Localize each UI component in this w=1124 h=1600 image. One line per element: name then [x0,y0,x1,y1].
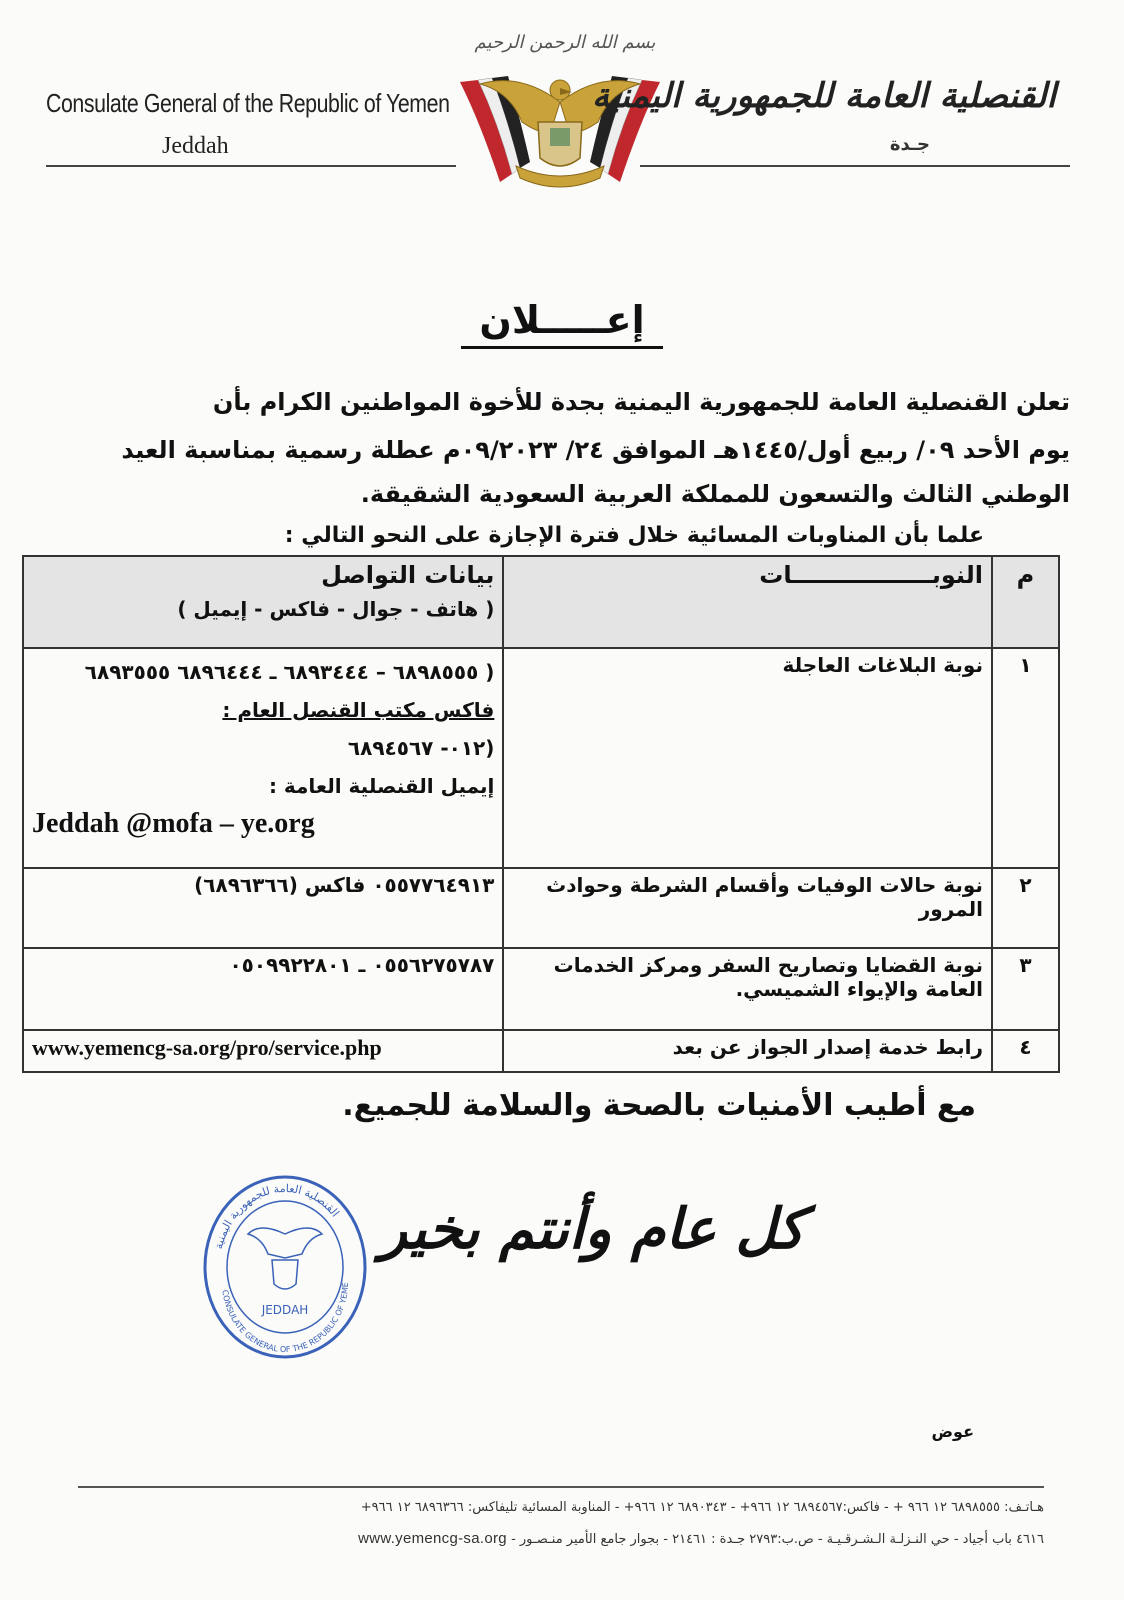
row-duty: نوبة البلاغات العاجلة [503,648,992,868]
letterhead-arabic-name: القنصلية العامة للجمهورية اليمنية [591,76,1056,116]
footer-address: ٤٦١٦ باب أجياد - حي النـزلـة الـشـرقـيـة - ص.ب:٢٧٩٣ جـدة : ٢١٤٦١ - بجوار جامع الأمير منـصـور - [511,1532,1044,1547]
announcement-line-4: علما بأن المناوبات المسائية خلال فترة الإجازة على النحو التالي : [284,523,984,548]
table-row [23,948,1059,1030]
svg-text:CONSULATE GENERAL OF THE REPUB: CONSULATE GENERAL OF THE REPUBLIC OF YEME [220,1282,351,1355]
service-link[interactable]: www.yemencg-sa.org/pro/service.php [23,1030,503,1072]
row-contact [23,648,503,868]
signature-note: عوض [931,1422,974,1441]
footer-website-link[interactable]: www.yemencg-sa.org [358,1530,507,1547]
letterhead-rule-right [640,165,1070,167]
row-contact: ٠٥٥٧٧٦٤٩١٣ فاكس (٦٨٩٦٣٦٦) [23,868,503,948]
table-row [23,868,1059,948]
row-duty: نوبة حالات الوفيات وأقسام الشرطة وحوادث المرور [503,868,992,948]
svg-text:JEDDAH: JEDDAH [261,1303,309,1317]
row-num: ١ [992,648,1059,868]
closing-wishes: مع أطيب الأمنيات بالصحة والسلامة للجميع. [342,1088,976,1123]
header-duties: النوبـــــــــــــــــات [503,556,992,648]
row-duty: رابط خدمة إصدار الجواز عن بعد [503,1030,992,1072]
announcement-line-3: الوطني الثالث والتسعون للمملكة العربية السعودية الشقيقة. [360,480,1070,508]
letterhead-english-name: Consulate General of the Republic of Yemen [46,88,450,118]
footer-rule [78,1486,1044,1488]
row-duty: نوبة القضايا وتصاريح السفر ومركز الخدمات العامة والإيواء الشميسي. [503,948,992,1030]
basmala-calligraphy: بسم الله الرحمن الرحيم [474,32,656,53]
letterhead-english-city: Jeddah [162,133,229,159]
duty-table [22,555,1060,1073]
footer-contact-line: هـاتـف: ٦٨٩٨٥٥٥ ١٢ ٩٦٦ + - فاكس:٦٨٩٤٥٦٧ ١٢ ٩٦٦+ - ٦٨٩٠٣٤٣ ١٢ ٩٦٦+ - المناوبة المسائية تليفاكس: ٦٨٩٦٣٦٦ ١٢ ٩٦٦+ [360,1500,1044,1515]
table-header-row [23,556,1059,648]
table-row [23,648,1059,868]
email-label: إيميل القنصلية العامة : [268,774,495,798]
consulate-seal-stamp [200,1172,370,1362]
fax-number: (٠١٢- ٦٨٩٤٥٦٧ [347,736,495,760]
fax-label: فاكس مكتب القنصل العام : [222,698,495,722]
phone-numbers: ( ٦٨٩٨٥٥٥ – ٦٨٩٣٤٤٤ ـ ٦٨٩٦٤٤٤ ٦٨٩٣٥٥٥ [84,660,495,684]
announcement-title: إعـــــلان [0,298,1124,349]
row-num: ٤ [992,1030,1059,1072]
announcement-line-2: يوم الأحد ٠٩/ ربيع أول/١٤٤٥هـ الموافق ٢٤/ ٠٩/٢٠٢٣م عطلة رسمية بمناسبة العيد [121,436,1070,464]
letterhead-rule-left [46,165,456,167]
header-num: م [992,556,1059,648]
greeting-calligraphy: كل عام وأنتم بخير [380,1196,805,1262]
svg-text:القنصلية العامة للجمهورية اليم: القنصلية العامة للجمهورية اليمنية [212,1181,342,1251]
table-row [23,1030,1059,1072]
email-address: Jeddah @mofa – ye.org [32,808,315,839]
row-contact: ٠٥٥٦٢٧٥٧٨٧ ـ ٠٥٠٩٩٢٢٨٠١ [23,948,503,1030]
header-contact: بيانات التواصل ( هاتف - جوال - فاكس - إيميل ) [23,556,503,648]
row-num: ٢ [992,868,1059,948]
footer-address-line [78,1530,1044,1547]
row-num: ٣ [992,948,1059,1030]
letterhead-arabic-city: جـدة [889,134,930,155]
announcement-line-1: تعلن القنصلية العامة للجمهورية اليمنية بجدة للأخوة المواطنين الكرام بأن [212,388,1070,416]
